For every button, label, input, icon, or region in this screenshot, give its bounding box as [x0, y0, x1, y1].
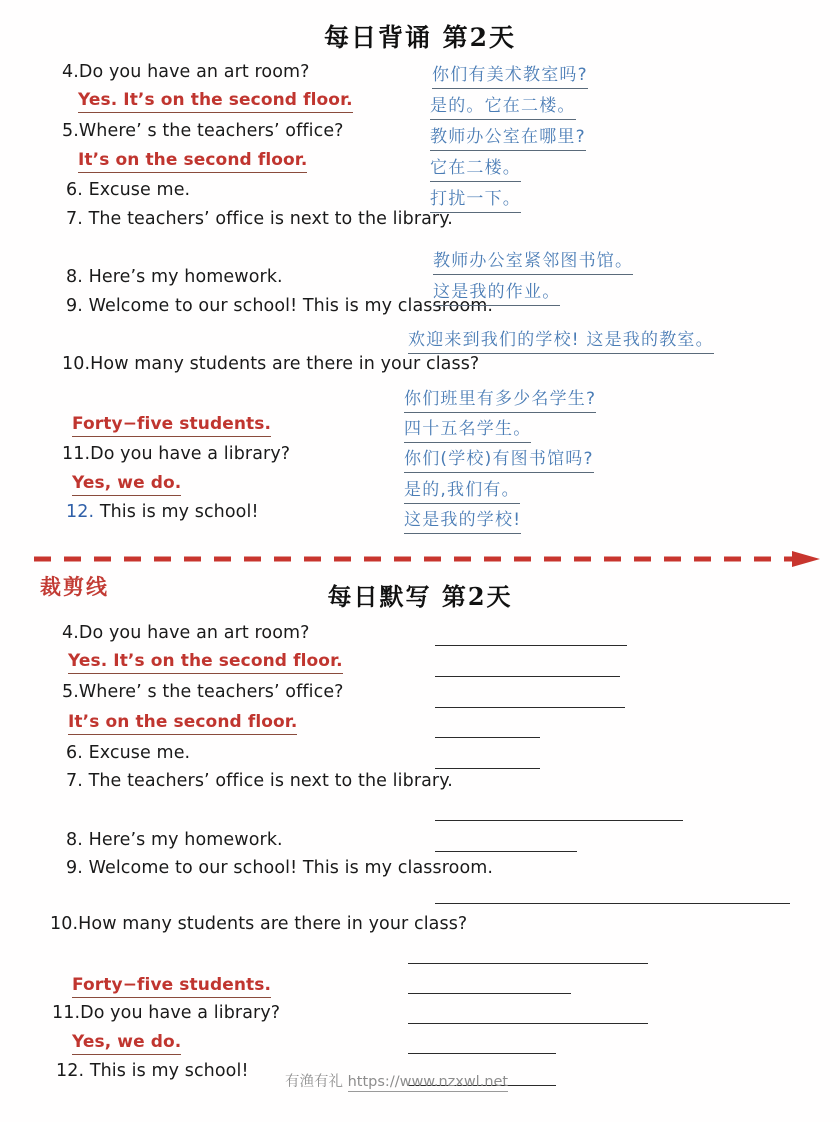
line-number: 7.: [66, 771, 83, 791]
recitation-cn-10-wrap: [404, 414, 531, 443]
watermark: [285, 1070, 508, 1091]
dictation-blank-10[interactable]: [408, 993, 571, 994]
recitation-cn-11-wrap: [404, 444, 594, 473]
dictation-line-6: [66, 743, 190, 763]
recitation-cn-8-wrap: [408, 325, 714, 354]
line-text: Where’ s the teachers’ office?: [78, 682, 344, 702]
dictation-answer-3: Forty−five students.: [72, 975, 271, 998]
recitation-line-12: [66, 502, 259, 522]
line-number: 8.: [66, 267, 83, 287]
dictation-line-7: [66, 771, 453, 791]
line-number: 6.: [66, 743, 83, 763]
line-number: 5.: [62, 682, 79, 702]
recitation-answer-3: Forty−five students.: [72, 414, 271, 437]
recitation-section-title: 每日背诵 第2天: [323, 23, 517, 52]
recitation-cn-11: 你们(学校)有图书馆吗?: [404, 444, 594, 473]
watermark-url: https://www.nzxwl.net: [347, 1074, 509, 1090]
recitation-line-4: [62, 62, 310, 82]
recitation-answer-4: Yes, we do.: [72, 473, 181, 496]
recitation-answer-1-wrap: [78, 90, 353, 113]
line-number: 8.: [66, 830, 83, 850]
line-text: Do you have an art room?: [78, 623, 310, 643]
line-text: This is my school!: [89, 1061, 249, 1081]
dictation-line-8: [66, 830, 283, 850]
dictation-blank-4[interactable]: [435, 737, 540, 738]
recitation-cn-7: 这是我的作业。: [433, 277, 560, 306]
recitation-cn-5: 打扰一下。: [430, 184, 521, 213]
line-text: How many students are there in your class?: [78, 914, 468, 934]
recitation-cn-8: 欢迎来到我们的学校! 这是我的教室。: [408, 325, 714, 354]
recitation-cn-13: 这是我的学校!: [404, 505, 521, 534]
recitation-answer-3-wrap: [72, 414, 271, 437]
line-text: Excuse me.: [88, 743, 191, 763]
recitation-cn-2-wrap: [430, 91, 576, 120]
dictation-line-4: [62, 623, 310, 643]
line-number: 7.: [66, 209, 83, 229]
dictation-answer-1: Yes. It’s on the second floor.: [68, 651, 343, 674]
line-text: Do you have an art room?: [78, 62, 310, 82]
recitation-cn-13-wrap: [404, 505, 521, 534]
cut-line: [0, 548, 840, 570]
recitation-answer-4-wrap: [72, 473, 181, 496]
dictation-answer-4-wrap: [72, 1032, 181, 1055]
line-text: Welcome to our school! This is my classroom.: [88, 858, 494, 878]
line-text: Excuse me.: [88, 180, 191, 200]
recitation-cn-4: 它在二楼。: [430, 153, 521, 182]
dictation-blank-9[interactable]: [408, 963, 648, 964]
line-number: 10.: [50, 914, 79, 934]
dictation-line-12: [56, 1061, 249, 1081]
recitation-line-7: [66, 209, 453, 229]
dictation-blank-3[interactable]: [435, 707, 625, 708]
line-number: 12.: [66, 502, 95, 522]
line-number: 9.: [66, 858, 83, 878]
line-text: The teachers’ office is next to the library.: [88, 209, 453, 229]
dictation-line-5: [62, 682, 344, 702]
dictation-blank-11[interactable]: [408, 1023, 648, 1024]
recitation-cn-6: 教师办公室紧邻图书馆。: [433, 246, 633, 275]
dictation-answer-2: It’s on the second floor.: [68, 712, 297, 735]
recitation-cn-7-wrap: [433, 277, 560, 306]
recitation-line-8: [66, 267, 283, 287]
recitation-answer-2: It’s on the second floor.: [78, 150, 307, 173]
line-text: The teachers’ office is next to the library.: [88, 771, 453, 791]
dictation-answer-4: Yes, we do.: [72, 1032, 181, 1055]
dictation-section-title: 每日默写 第2天: [327, 582, 513, 611]
dictation-blank-7[interactable]: [435, 851, 577, 852]
watermark-prefix: 有渔有礼: [285, 1074, 348, 1090]
recitation-line-9: [66, 296, 493, 316]
line-number: 9.: [66, 296, 83, 316]
line-text: This is my school!: [99, 502, 259, 522]
recitation-line-10: [62, 354, 479, 374]
dictation-blank-6[interactable]: [435, 820, 683, 821]
line-text: How many students are there in your class?: [90, 354, 480, 374]
dictation-line-10: [50, 914, 467, 934]
line-number: 6.: [66, 180, 83, 200]
recitation-line-5: [62, 121, 344, 141]
recitation-cn-12-wrap: [404, 475, 520, 504]
recitation-answer-1: Yes. It’s on the second floor.: [78, 90, 353, 113]
cut-line-arrow-icon: [0, 548, 840, 570]
line-text: Do you have a library?: [90, 444, 291, 464]
dictation-blank-8[interactable]: [435, 903, 790, 904]
recitation-cn-1-wrap: [432, 60, 588, 89]
dictation-blank-2[interactable]: [435, 676, 620, 677]
recitation-cn-2: 是的。它在二楼。: [430, 91, 576, 120]
dictation-blank-1[interactable]: [435, 645, 627, 646]
line-number: 10.: [62, 354, 91, 374]
line-number: 12.: [56, 1061, 85, 1081]
cut-line-label: 裁剪线: [40, 574, 109, 599]
line-number: 11.: [62, 444, 91, 464]
recitation-answer-2-wrap: [78, 150, 307, 173]
line-number: 4.: [62, 623, 79, 643]
line-text: Welcome to our school! This is my classroom.: [88, 296, 494, 316]
dictation-line-11: [52, 1003, 280, 1023]
recitation-cn-6-wrap: [433, 246, 633, 275]
recitation-line-6: [66, 180, 190, 200]
line-number: 11.: [52, 1003, 81, 1023]
recitation-cn-9-wrap: [404, 384, 596, 413]
line-text: Here’s my homework.: [88, 267, 283, 287]
line-text: Do you have a library?: [80, 1003, 281, 1023]
recitation-cn-5-wrap: [430, 184, 521, 213]
recitation-cn-1: 你们有美术教室吗?: [432, 60, 588, 89]
recitation-cn-10: 四十五名学生。: [404, 414, 531, 443]
recitation-line-11: [62, 444, 290, 464]
dictation-blank-12[interactable]: [408, 1053, 556, 1054]
dictation-answer-2-wrap: [68, 712, 297, 735]
recitation-cn-9: 你们班里有多少名学生?: [404, 384, 596, 413]
recitation-cn-4-wrap: [430, 153, 521, 182]
dictation-answer-1-wrap: [68, 651, 343, 674]
recitation-cn-3-wrap: [430, 122, 586, 151]
dictation-blank-5[interactable]: [435, 768, 540, 769]
recitation-cn-12: 是的,我们有。: [404, 475, 520, 504]
dictation-line-9: [66, 858, 493, 878]
line-number: 4.: [62, 62, 79, 82]
dictation-answer-3-wrap: [72, 975, 271, 998]
recitation-cn-3: 教师办公室在哪里?: [430, 122, 586, 151]
line-text: Here’s my homework.: [88, 830, 283, 850]
line-text: Where’ s the teachers’ office?: [78, 121, 344, 141]
line-number: 5.: [62, 121, 79, 141]
